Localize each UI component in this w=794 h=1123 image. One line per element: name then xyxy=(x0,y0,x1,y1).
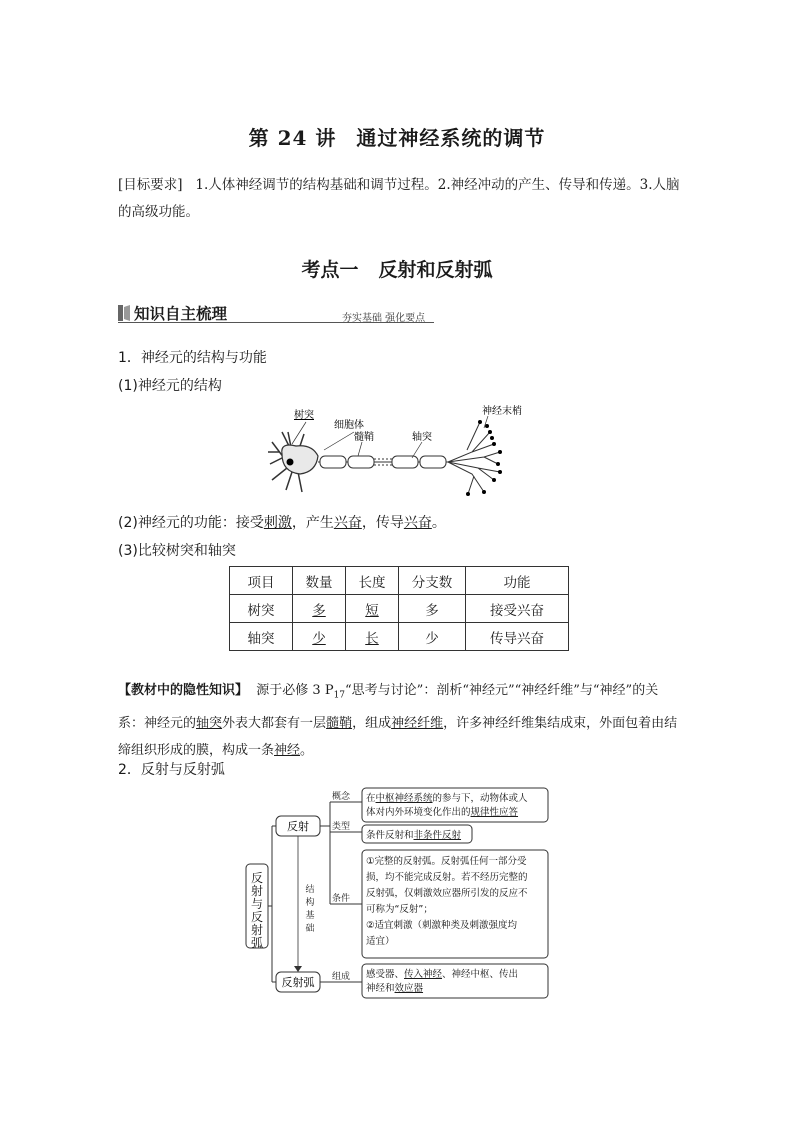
goal-label: [目标要求] xyxy=(118,177,183,193)
section-number: 考点一 xyxy=(301,259,359,281)
label-myelin: 髓鞘 xyxy=(354,432,374,443)
table-header: 长度 xyxy=(346,567,399,595)
link-char: 基 xyxy=(305,911,315,921)
condition-line: 可称为“反射”； xyxy=(366,904,433,915)
hidden-underline-fiber: 神经纤维 xyxy=(391,715,444,731)
nucleus xyxy=(287,459,294,466)
hidden-underline-myelin: 髓鞘 xyxy=(326,715,353,731)
table-header: 项目 xyxy=(230,567,293,595)
section-bar-divider xyxy=(118,322,434,323)
concept-line-2: 体对内外环境变化作出的规律性应答 xyxy=(366,807,519,818)
type-text: 条件反射和非条件反射 xyxy=(366,830,462,841)
table-header-row xyxy=(230,567,569,595)
hidden-knowledge-note xyxy=(118,677,680,764)
function-conduct: 兴奋 xyxy=(403,515,432,531)
hidden-page-sub: 17 xyxy=(333,690,346,701)
cell-body xyxy=(282,445,318,474)
hidden-text: ，许多神经纤维集结成束，外面包着由结缔组织形成的膜，构成一条 xyxy=(118,715,678,758)
compose-label: 组成 xyxy=(332,972,351,982)
table-cell: 树突 xyxy=(230,595,293,623)
table-cell: 少 xyxy=(399,623,466,651)
condition-line: ①完整的反射弧。反射弧任何一部分受 xyxy=(366,856,527,867)
goal-paragraph xyxy=(118,172,680,226)
root-char: 射 xyxy=(250,923,264,937)
hidden-label: 【教材中的隐性知识】 xyxy=(118,683,249,698)
root-label xyxy=(251,871,263,950)
label-cell-body: 细胞体 xyxy=(334,420,364,431)
goal-text: 1.人体神经调节的结构基础和调节过程。2.神经冲动的产生、传导和传递。3.人脑的高级功能。 xyxy=(118,177,680,220)
hidden-text: “思考与讨论”：剖析“神经元”“神经纤维”与“神经”的关系：神经元的 xyxy=(118,683,659,731)
condition-line: 反射弧，仅刺激效应器所引发的反应不 xyxy=(366,888,528,899)
function-stimulus: 刺激 xyxy=(263,515,292,531)
hidden-text: ，组成 xyxy=(352,715,392,731)
section-bar-subtitle: 夯实基础 强化要点 xyxy=(342,313,426,324)
neuron-diagram xyxy=(262,402,522,504)
label-dendrite: 树突 xyxy=(294,410,314,421)
table-header: 功能 xyxy=(466,567,569,595)
bookmark-icon xyxy=(118,305,130,321)
condition-line: ②适宜刺激（刺激种类及刺激强度均 xyxy=(366,920,518,931)
compose-line-1: 感受器、传入神经、神经中枢、传出 xyxy=(366,969,519,980)
table-header: 分支数 xyxy=(399,567,466,595)
function-line xyxy=(118,513,446,533)
structure-basis-label xyxy=(303,882,317,938)
reflex-label: 反射 xyxy=(287,820,309,833)
condition-line: 损，均不能完成反射。若不经历完整的 xyxy=(366,872,528,883)
hidden-text: 源于必修 3 P xyxy=(256,683,334,698)
function-excite: 兴奋 xyxy=(333,515,362,531)
table-cell: 多 xyxy=(293,595,346,623)
concept-label: 概念 xyxy=(332,792,351,802)
lecture-topic: 通过神经系统的调节 xyxy=(356,126,546,150)
arrow-down-icon xyxy=(294,966,302,972)
root-char: 反 xyxy=(250,910,264,924)
heading-reflex: 2．反射与反射弧 xyxy=(118,762,225,778)
lecture-number: 第 24 讲 xyxy=(248,126,337,150)
table-row xyxy=(230,595,569,623)
hidden-underline-axon: 轴突 xyxy=(196,715,223,731)
section-name: 反射和反射弧 xyxy=(378,259,493,281)
table-row xyxy=(230,623,569,651)
label-axon: 轴突 xyxy=(412,432,432,443)
link-char: 构 xyxy=(305,898,315,908)
condition-line: 适宜） xyxy=(366,936,395,947)
subheading-compare: (3)比较树突和轴突 xyxy=(118,543,236,559)
arc-label: 反射弧 xyxy=(281,976,315,989)
comparison-table xyxy=(229,566,569,651)
heading-neuron: 1．神经元的结构与功能 xyxy=(118,350,267,366)
root-char: 弧 xyxy=(250,936,264,950)
table-cell: 短 xyxy=(346,595,399,623)
section-bar-title: 知识自主梳理 xyxy=(134,305,228,323)
root-char: 射 xyxy=(250,884,264,898)
type-label: 类型 xyxy=(332,822,351,832)
table-cell: 少 xyxy=(293,623,346,651)
condition-label: 条件 xyxy=(332,894,351,904)
root-char: 反 xyxy=(250,871,264,885)
table-cell: 长 xyxy=(346,623,399,651)
terminal-branches xyxy=(448,422,500,494)
link-char: 结 xyxy=(305,885,315,895)
function-prefix: (2)神经元的功能：接受 xyxy=(118,515,264,531)
concept-line-1: 在中枢神经系统的参与下，动物体或人 xyxy=(366,793,528,804)
link-char: 础 xyxy=(305,924,315,934)
label-terminal: 神经末梢 xyxy=(482,406,522,417)
hidden-text: 。 xyxy=(300,742,314,758)
table-cell: 轴突 xyxy=(230,623,293,651)
hidden-text: 外表大都套有一层 xyxy=(222,715,327,731)
root-char: 与 xyxy=(250,897,264,911)
table-header: 数量 xyxy=(293,567,346,595)
function-mid: ，产生 xyxy=(291,515,334,531)
lecture-title xyxy=(0,122,794,151)
table-cell: 多 xyxy=(399,595,466,623)
table-cell: 接受兴奋 xyxy=(466,595,569,623)
reflex-concept-map xyxy=(244,784,556,1004)
table-cell: 传导兴奋 xyxy=(466,623,569,651)
label-leaders xyxy=(292,416,488,458)
function-mid2: ，传导 xyxy=(361,515,404,531)
function-end: 。 xyxy=(431,515,446,531)
section-heading xyxy=(0,255,794,282)
hidden-underline-nerve: 神经 xyxy=(274,742,301,758)
compose-line-2: 神经和效应器 xyxy=(366,983,424,994)
subheading-structure: (1)神经元的结构 xyxy=(118,378,222,394)
